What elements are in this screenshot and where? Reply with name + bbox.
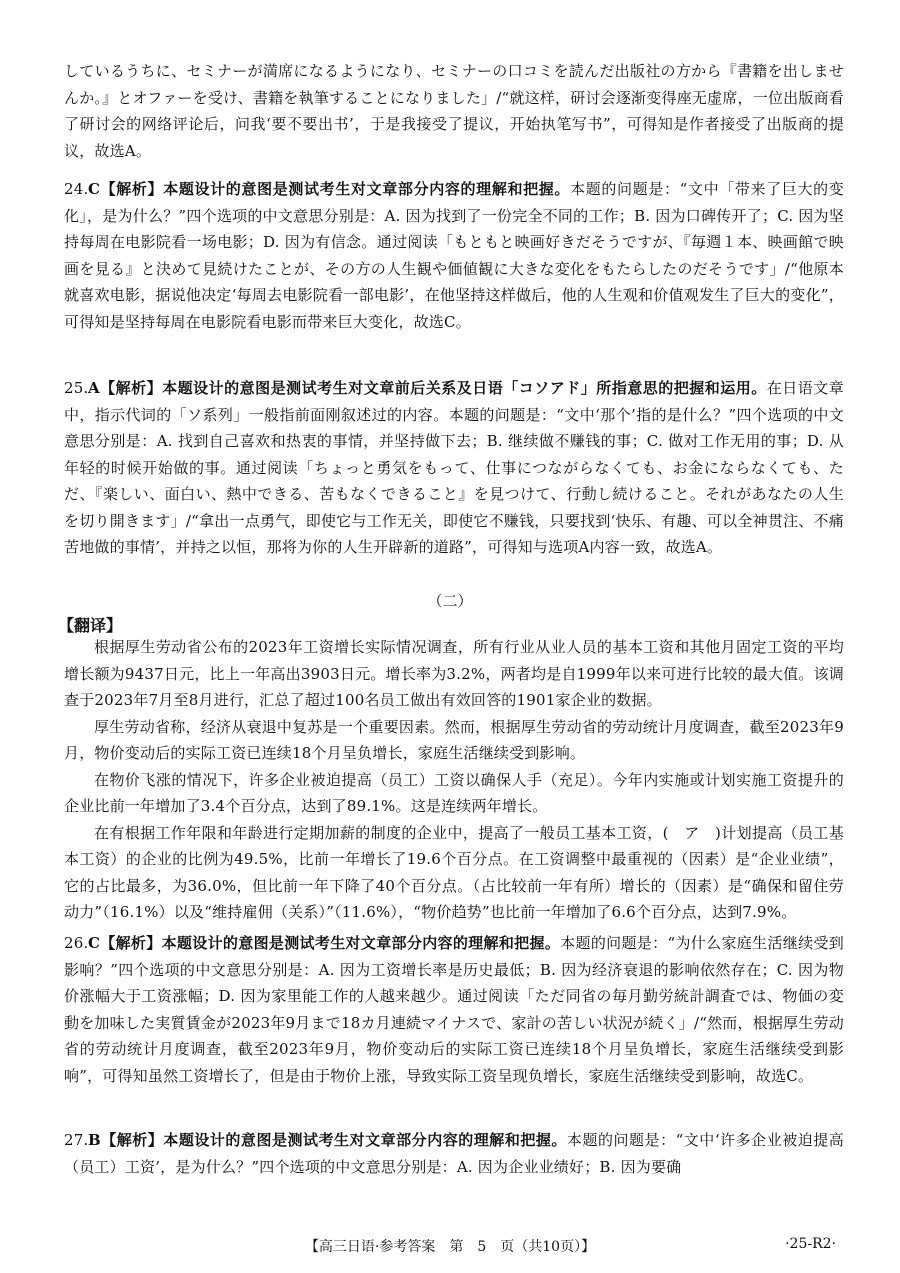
- translation-paragraph: 厚生劳动省称，经济从衰退中复苏是一个重要因素。然而，根据厚生劳动省的劳动统计月度调查，截至2023年9月，物价变动后的实际工资已连续18个月呈负增长，家庭生活继续受到影响。: [64, 717, 844, 762]
- explanation-body: 本题的问题是：“文中「带来了巨大的变化」，是为什么？”四个选项的中文意思分别是：A. 因为找到了一份完全不同的工作；B. 因为口碑传开了；C. 因为坚持每周在电影院看一场电影；D. 因为有信念。通过阅读「もともと映画好きだそうですが、『毎週１本、映画館で映画を見る』と決めて見続けたことが、その方の人生観や価値観に大きな変化をもたらしたのだそうです」/“他原本就喜欢电影，据说他决定‘每周去电影院看一部电影’，在他坚持这样做后，他的人生观和价值观发生了巨大的变化”，可得知是坚持每周在电影院看电影而带来巨大变化，故选C。: [64, 180, 844, 331]
- translation-paragraph: 在有根据工作年限和年龄进行定期加薪的制度的企业中，提高了一般员工基本工资，( ア )计划提高（员工基本工资）的企业的比例为49.5%，比前一年增长了19.6个百分点。在工资调整中最重视的（因素）是“企业业绩”，它的占比最多，为36.0%，但比前一年下降了40个百分点。（占比较前一年有所）增长的（因素）是“确保和留住劳动力”（16.1%）以及“维持雇佣（关系）”（11.6%），“物价趋势”也比前一年增加了6.6个百分点，达到7.9%。: [64, 823, 844, 921]
- intro-text: しているうちに、セミナーが満席になるようになり、セミナーの口コミを読んだ出版社の方から『書籍を出しませんか。』とオファーを受け、書籍を執筆することになりました」/“就这样，研讨会逐渐变得座无虚席，一位出版商看了研讨会的网络评论后，问我‘要不要出书’，于是我接受了提议，开始执笔写书”，可得知是作者接受了出版商的提议，故选A。: [64, 62, 844, 160]
- explanation-heading: C【解析】本题设计的意图是测试考生对文章部分内容的理解和把握。: [88, 934, 561, 952]
- translation-label: 【翻译】: [58, 616, 123, 635]
- footer-code: ·25-R2·: [785, 1236, 836, 1252]
- translation-paragraph: 在物价飞涨的情况下，许多企业被迫提高（员工）工资以确保人手（充足）。今年内实施或计划实施工资提升的企业比前一年增加了3.4个百分点，达到了89.1%。这是连续两年增长。: [64, 770, 844, 815]
- question-number: 26.: [64, 934, 89, 952]
- question-25-explanation: [64, 375, 844, 561]
- explanation-body: 在日语文章中，指示代词的「ソ系列」一般指前面刚叙述过的内容。本题的问题是：“文中‘那个’指的是什么？”四个选项的中文意思分别是：A. 找到自己喜欢和热衷的事情，并坚持做下去；B. 继续做不赚钱的事；C. 做对工作无用的事；D. 从年轻的时候开始做的事。通过阅读「ちょっと勇気をもって、仕事につながらなくても、お金にならなくても、ただ、『楽しい、面白い、熱中できる、苦もなくできること』を見つけて、行動し続けること。それがあなたの人生を切り開きます」/“拿出一点勇气，即使它与工作无关，即使它不赚钱，只要找到‘快乐、有趣、可以全神贯注、不痛苦地做的事情’，并持之以恒，那将为你的人生开辟新的道路”，可得知与选项A内容一致，故选A。: [64, 379, 844, 556]
- explanation-heading: A【解析】本题设计的意图是测试考生对文章前后关系及日语「コソアド」所指意思的把握和运用。: [88, 379, 767, 397]
- section-title: （二）: [427, 592, 473, 610]
- question-number: 24.: [64, 180, 89, 198]
- translation-paragraph: 根据厚生劳动省公布的2023年工资增长实际情况调查，所有行业从业人员的基本工资和其他月固定工资的平均增长额为9437日元，比上一年高出3903日元。增长率为3.2%，两者均是自1999年以来可进行比较的最大值。该调查于2023年7月至8月进行，汇总了超过100名员工做出有效回答的1901家企业的数据。: [64, 638, 844, 709]
- footer-page-info: 【高三日语·参考答案 第 5 页（共10页）】: [304, 1239, 596, 1255]
- explanation-heading: B【解析】本题设计的意图是测试考生对文章部分内容的理解和把握。: [88, 1131, 567, 1149]
- intro-paragraph: [64, 58, 844, 164]
- question-24-explanation: [64, 176, 844, 335]
- translation-block: [64, 634, 844, 926]
- explanation-body: 本题的问题是：“文中‘许多企业被迫提高（员工）工资’，是为什么？”四个选项的中文意思分别是：A. 因为企业业绩好；B. 因为要确: [64, 1131, 844, 1176]
- explanation-body: 本题的问题是：“为什么家庭生活继续受到影响？”四个选项的中文意思分别是：A. 因为工资增长率是历史最低；B. 因为经济衰退的影响依然存在；C. 因为物价涨幅大于工资涨幅；D. 因为家里能工作的人越来越少。通过阅读「ただ同省の毎月勤労統計調査では、物価の変動を加味した実質賃金が2023年9月まで18カ月連続マイナスで、家計の苦しい状況が続く」/“然而，根据厚生劳动省的劳动统计月度调查，截至2023年9月，物价变动后的实际工资已连续18个月呈负增长，家庭生活继续受到影响”，可得知虽然工资增长了，但是由于物价上涨，导致实际工资呈现负增长，家庭生活继续受到影响，故选C。: [64, 934, 844, 1085]
- question-number: 25.: [64, 379, 89, 397]
- question-26-explanation: [64, 930, 844, 1089]
- question-27-explanation: [64, 1127, 844, 1180]
- question-number: 27.: [64, 1131, 89, 1149]
- explanation-heading: C【解析】本题设计的意图是测试考生对文章部分内容的理解和把握。: [88, 180, 571, 198]
